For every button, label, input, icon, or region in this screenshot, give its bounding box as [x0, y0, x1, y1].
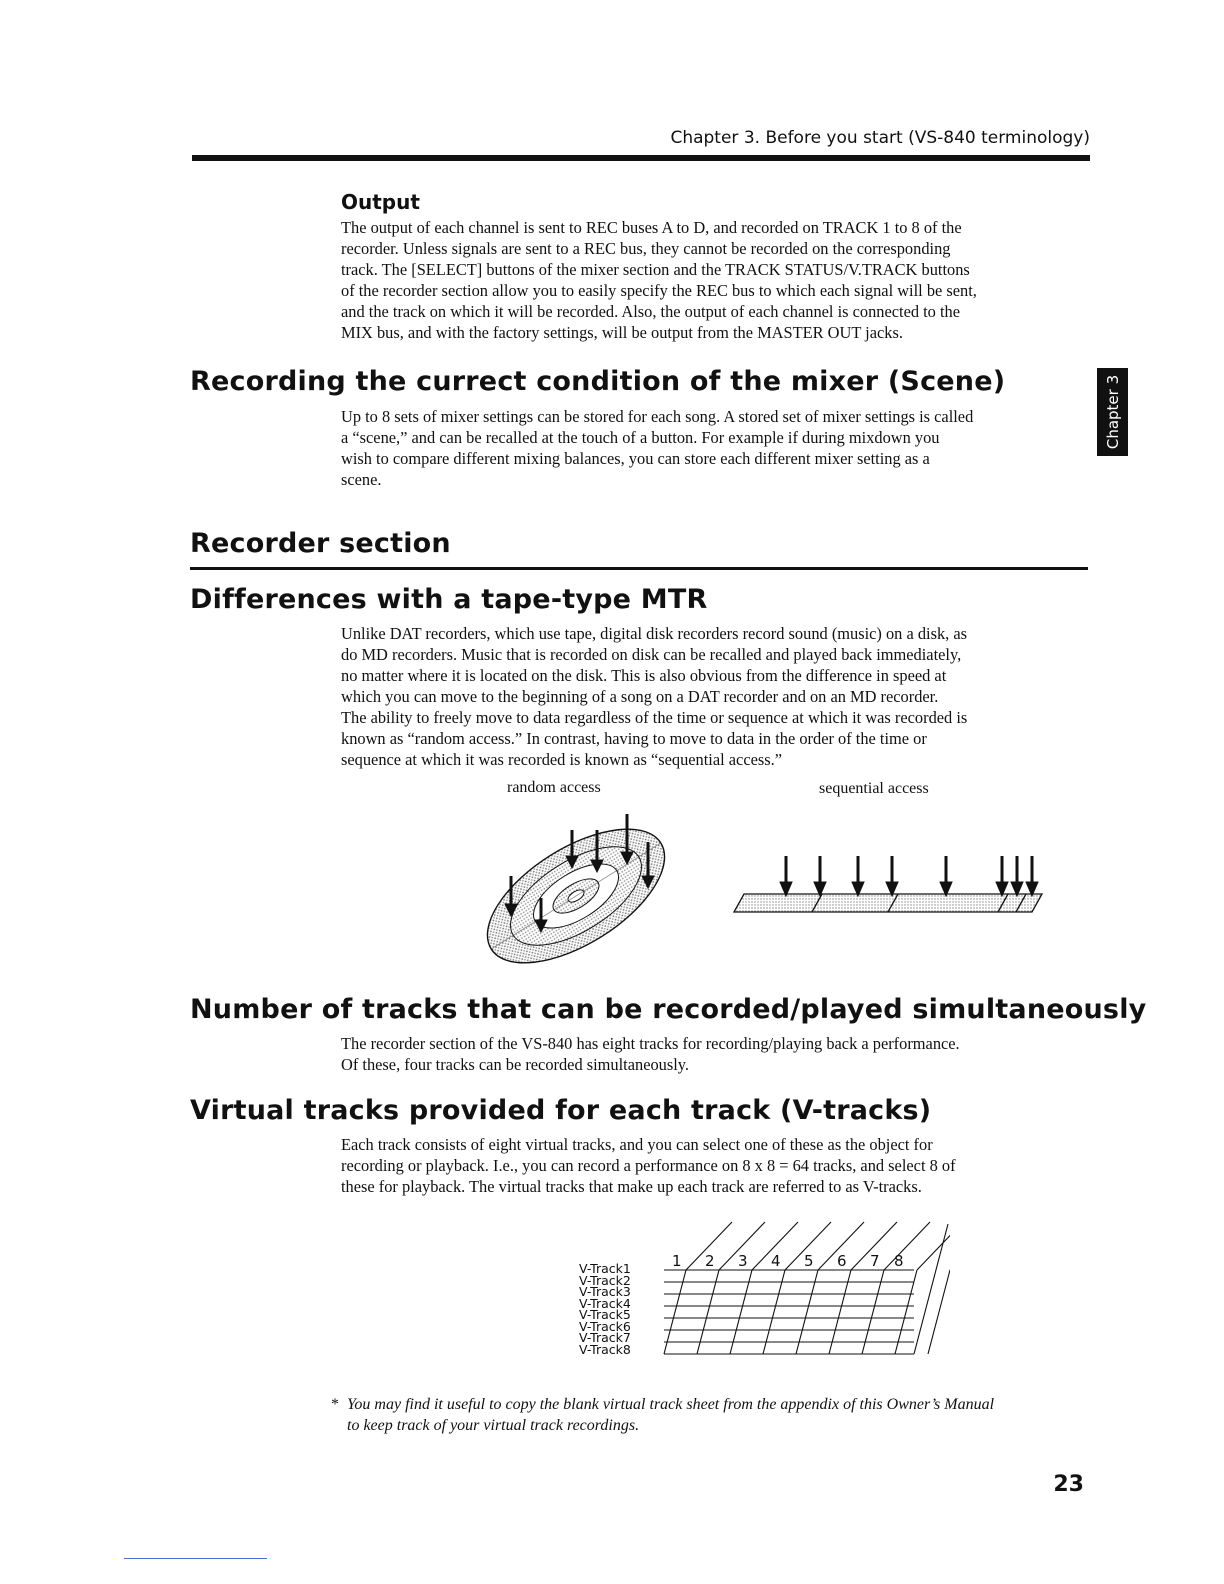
- text-line: recording or playback. I.e., you can record a performance on 8 x 8 = 64 tracks, and select 8 of: [341, 1156, 956, 1175]
- tracks-simultaneous-paragraph: [341, 1033, 1089, 1075]
- grid-line: [730, 1270, 752, 1354]
- text-line: [331, 1394, 1091, 1415]
- text-line: known as “random access.” In contrast, having to move to data in the order of the time or: [341, 729, 927, 748]
- track-number: 4: [771, 1252, 781, 1270]
- track-number: 3: [738, 1252, 748, 1270]
- tracks-simultaneous-heading: Number of tracks that can be recorded/played simultaneously: [190, 994, 1147, 1025]
- track-number: 7: [870, 1252, 880, 1270]
- text-line: track. The [SELECT] buttons of the mixer section and the TRACK STATUS/V.TRACK buttons: [341, 260, 970, 279]
- grid-line: [914, 1224, 948, 1354]
- vtrack-grid-illustration: [660, 1218, 950, 1366]
- text-line: Of these, four tracks can be recorded simultaneously.: [341, 1055, 690, 1074]
- vtrack-label: V-Track3: [579, 1284, 631, 1299]
- vtrack-label-list: [579, 1263, 631, 1355]
- differences-heading: Differences with a tape-type MTR: [190, 584, 708, 615]
- text-line: MIX bus, and with the factory settings, will be output from the MASTER OUT jacks.: [341, 323, 903, 342]
- note-marker: *: [331, 1396, 339, 1413]
- text-line: which you can move to the beginning of a song on a DAT recorder and on an MD recorder.: [341, 687, 939, 706]
- vtracks-heading: Virtual tracks provided for each track (V-tracks): [190, 1095, 932, 1126]
- vtracks-paragraph: [341, 1134, 1089, 1197]
- grid-line: [697, 1270, 719, 1354]
- text-line: these for playback. The virtual tracks that make up each track are referred to as V-tracks.: [341, 1177, 922, 1196]
- text-line: The ability to freely move to data regardless of the time or sequence at which it was recorded is: [341, 708, 968, 727]
- grid-line: [862, 1270, 884, 1354]
- text-line: The recorder section of the VS-840 has eight tracks for recording/playing back a performance.: [341, 1034, 960, 1053]
- header-rule: [192, 155, 1090, 161]
- text-line: Each track consists of eight virtual tracks, and you can select one of these as the object for: [341, 1135, 933, 1154]
- grid-line: [884, 1222, 930, 1270]
- text-line: and the track on which it will be recorded. Also, the output of each channel is connected to the: [341, 302, 961, 321]
- text-line: a “scene,” and can be recalled at the touch of a button. For example if during mixdown you: [341, 428, 940, 447]
- running-head: Chapter 3. Before you start (VS-840 terminology): [670, 128, 1090, 148]
- scene-heading: Recording the currect condition of the mixer (Scene): [190, 366, 1006, 397]
- text-line: do MD recorders. Music that is recorded on disk can be recalled and played back immediately,: [341, 645, 962, 664]
- page-number: 23: [1053, 1472, 1084, 1497]
- random-access-disk-illustration: [476, 806, 706, 966]
- note-line: You may find it useful to copy the blank virtual track sheet from the appendix of this Owner’s Manual: [347, 1396, 995, 1413]
- track-number: 1: [672, 1252, 682, 1270]
- text-line: sequence at which it was recorded is known as “sequential access.”: [341, 750, 783, 769]
- grid-line: [763, 1270, 785, 1354]
- track-number: 8: [894, 1252, 904, 1270]
- text-line: scene.: [341, 470, 382, 489]
- vtrack-label: V-Track2: [579, 1272, 631, 1288]
- text-line: wish to compare different mixing balances, you can store each different mixer setting as a: [341, 449, 930, 468]
- output-paragraph: [341, 217, 1089, 343]
- text-line: recorder. Unless signals are sent to a REC bus, they cannot be recorded on the corresponding: [341, 239, 951, 258]
- grid-line: [829, 1270, 851, 1354]
- text-line: no matter where it is located on the disk. This is also obvious from the difference in speed at: [341, 666, 947, 685]
- sequential-access-tape-illustration: [730, 850, 1050, 918]
- random-access-label: random access: [507, 779, 601, 796]
- recorder-section-heading: Recorder section: [190, 528, 451, 559]
- vtrack-label: V-Track8: [579, 1341, 631, 1357]
- grid-line: [928, 1270, 950, 1354]
- grid-line: [895, 1270, 917, 1354]
- differences-paragraph: [341, 623, 1089, 770]
- output-heading: Output: [341, 190, 420, 214]
- track-number: 5: [804, 1252, 814, 1270]
- text-line: Up to 8 sets of mixer settings can be stored for each song. A stored set of mixer settings is called: [341, 407, 974, 426]
- grid-line: [664, 1270, 686, 1354]
- track-number: 2: [705, 1252, 715, 1270]
- text-line: The output of each channel is sent to REC buses A to D, and recorded on TRACK 1 to 8 of the: [341, 218, 962, 237]
- text-line: Unlike DAT recorders, which use tape, digital disk recorders record sound (music) on a disk, as: [341, 624, 968, 643]
- vtrack-label: V-Track5: [579, 1307, 631, 1322]
- note-line: to keep track of your virtual track recordings.: [347, 1417, 640, 1434]
- vtrack-label: V-Track7: [579, 1330, 631, 1345]
- chapter-side-tab-label: Chapter 3: [1103, 374, 1122, 450]
- footnote: [331, 1394, 1091, 1436]
- track-number: 6: [837, 1252, 847, 1270]
- vtrack-label: V-Track6: [579, 1318, 631, 1334]
- section-rule: [190, 567, 1088, 570]
- scene-paragraph: [341, 406, 1089, 490]
- chapter-side-tab: [1097, 368, 1128, 456]
- vtrack-label: V-Track1: [579, 1261, 631, 1276]
- grid-line: [796, 1270, 818, 1354]
- footer-line: [124, 1558, 267, 1559]
- grid-line: [917, 1222, 950, 1270]
- sequential-access-label: sequential access: [819, 780, 929, 797]
- vtrack-label: V-Track4: [579, 1295, 631, 1311]
- text-line: of the recorder section allow you to easily specify the REC bus to which each signal will be sent,: [341, 281, 977, 300]
